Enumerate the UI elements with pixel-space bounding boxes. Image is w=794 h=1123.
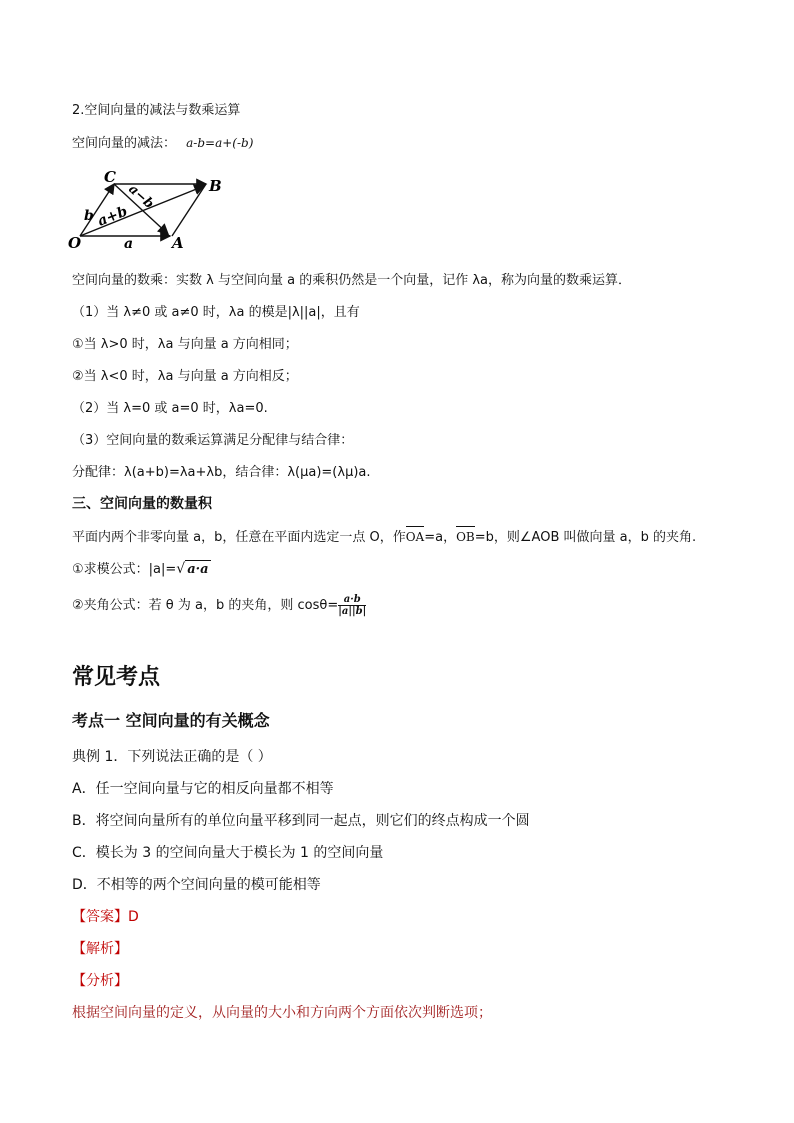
section-2-title: 2.空间向量的减法与数乘运算 — [72, 103, 241, 118]
exam-point-1-heading: 考点一 空间向量的有关概念 — [72, 711, 270, 730]
label-b: B — [209, 177, 222, 195]
definition-text-end: =b，则∠AOB 叫做向量 a，b 的夹角. — [474, 530, 697, 545]
scalar-intro: 空间向量的数乘：实数 λ 与空间向量 a 的乘积仍然是一个向量，记作 λa，称为向量的数乘运算． — [72, 273, 631, 288]
subtraction-formula: a-b=a+(-b) — [186, 136, 254, 150]
scalar-laws: 分配律：λ(a+b)=λa+λb，结合律：λ(μa)=(λμ)a. — [72, 465, 371, 480]
section-3-title: 三、空间向量的数量积 — [72, 496, 212, 512]
scalar-item-1a: ①当 λ>0 时，λa 与向量 a 方向相同； — [72, 337, 298, 352]
answer-line — [72, 908, 139, 926]
fenxi-text: 根据空间向量的定义，从向量的大小和方向两个方面依次判断选项； — [72, 1005, 492, 1021]
angle-formula — [72, 594, 366, 617]
analysis-tag: 【解析】 — [72, 941, 128, 957]
label-o: O — [68, 234, 82, 252]
definition-text-mid: =a， — [424, 530, 457, 545]
modulus-label: ①求模公式：|a|= — [72, 562, 177, 577]
label-vector-a: a — [124, 236, 134, 252]
scalar-item-1b: ②当 λ<0 时，λa 与向量 a 方向相反； — [72, 369, 298, 384]
modulus-radicand: a·a — [187, 562, 209, 577]
common-exam-points-heading: 常见考点 — [72, 665, 161, 690]
vector-parallelogram-figure — [66, 168, 236, 252]
example-question: 典例 1．下列说法正确的是（ ） — [72, 749, 272, 765]
dot-product-definition — [72, 528, 696, 547]
angle-denominator: |a||b| — [338, 606, 367, 617]
scalar-item-3: （3）空间向量的数乘运算满足分配律与结合律： — [72, 433, 354, 448]
answer-tag: 【答案】 — [72, 909, 128, 925]
option-a: A．任一空间向量与它的相反向量都不相等 — [72, 781, 334, 797]
option-c: C．模长为 3 的空间向量大于模长为 1 的空间向量 — [72, 845, 384, 861]
angle-label: ②夹角公式：若 θ 为 a，b 的夹角，则 cosθ= — [72, 598, 339, 613]
angle-numerator: a·b — [338, 594, 366, 606]
vector-ob-symbol: OB — [456, 530, 475, 544]
label-a-minus-b: a−b — [125, 181, 157, 212]
subtraction-line — [72, 134, 253, 153]
option-b: B．将空间向量所有的单位向量平移到同一起点，则它们的终点构成一个圆 — [72, 813, 530, 829]
label-a: A — [172, 234, 184, 252]
subtraction-label: 空间向量的减法： — [72, 136, 177, 151]
label-a-plus-b: a+b — [95, 203, 130, 230]
label-vector-b: b — [84, 208, 94, 224]
definition-text-start: 平面内两个非零向量 a，b，任意在平面内选定一点 O，作 — [72, 530, 406, 545]
answer-value: D — [128, 909, 139, 925]
scalar-item-2: （2）当 λ=0 或 a=0 时，λa=0. — [72, 401, 268, 416]
scalar-item-1: （1）当 λ≠0 或 a≠0 时，λa 的模是|λ||a|，且有 — [72, 305, 360, 320]
vector-oa-symbol: OA — [405, 530, 425, 544]
option-d: D．不相等的两个空间向量的模可能相等 — [72, 877, 321, 893]
angle-fraction — [338, 594, 366, 617]
fenxi-tag: 【分析】 — [72, 973, 128, 989]
label-c: C — [104, 168, 116, 186]
modulus-formula: ①求模公式：|a|=√ a·a — [72, 561, 209, 577]
